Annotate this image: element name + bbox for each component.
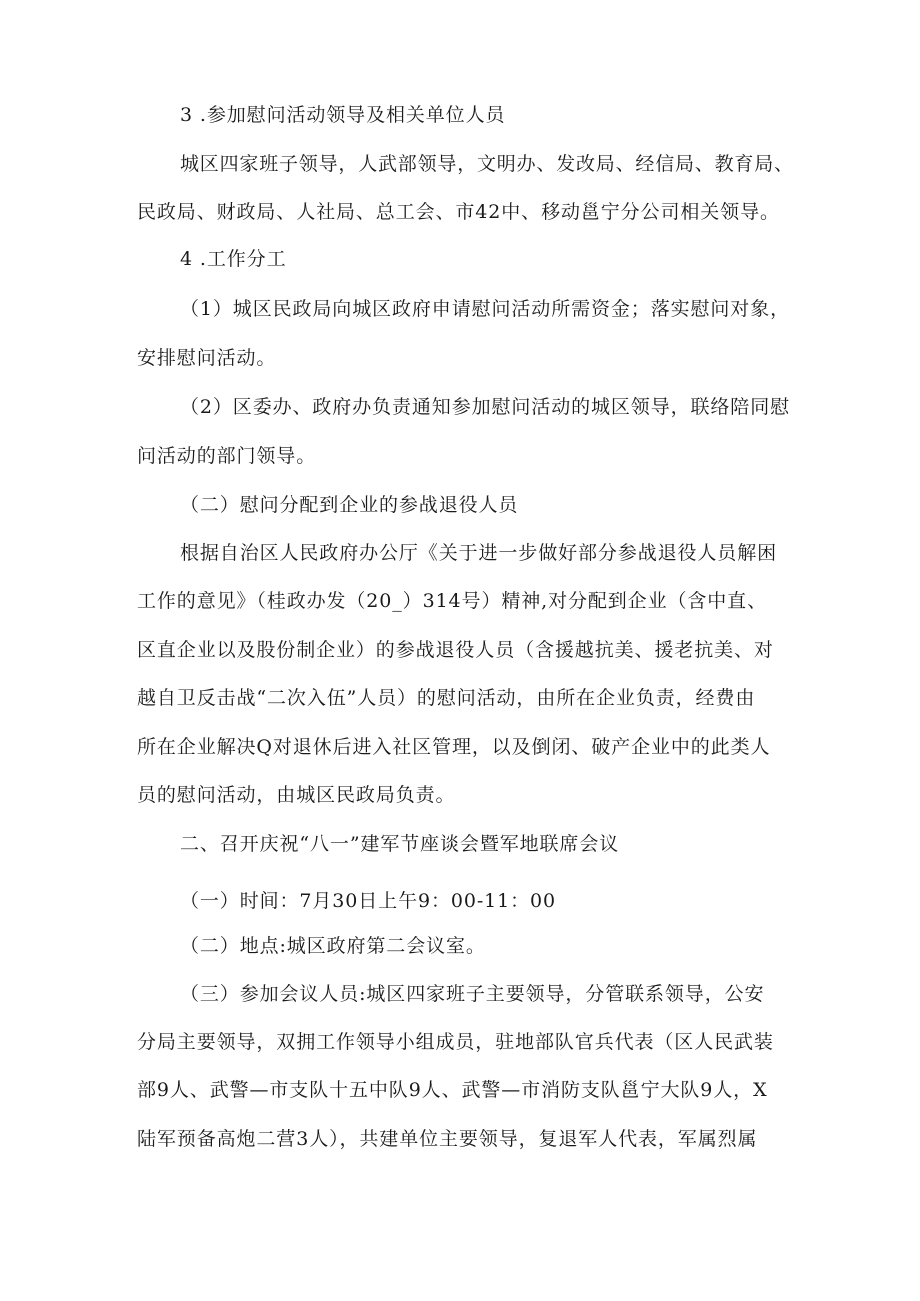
paragraph-line: 区直企业以及股份制企业）的参战退役人员（含援越抗美、援老抗美、对	[137, 639, 774, 661]
section-heading: 4 .工作分工	[180, 248, 287, 270]
paragraph-line: 所在企业解决Q对退休后进入社区管理，以及倒闭、破产企业中的此类人	[137, 736, 771, 758]
paragraph-line: 员的慰问活动，由城区民政局负责。	[137, 784, 456, 806]
section-heading: （二）慰问分配到企业的参战退役人员	[180, 494, 519, 516]
paragraph-line: 部9人、武警—市支队十五中队9人、武警—市消防支队邕宁大队9人，X	[137, 1079, 768, 1101]
paragraph-line: （2）区委办、政府办负责通知参加慰问活动的城区领导，联络陪同慰	[180, 396, 790, 418]
paragraph-line: （三）参加会议人员:城区四家班子主要领导，分管联系领导，公安	[180, 983, 765, 1005]
paragraph-line: （1）城区民政局向城区政府申请慰问活动所需资金；落实慰问对象，	[180, 298, 790, 320]
paragraph-line: 根据自治区人民政府办公厅《关于进一步做好部分参战退役人员解困	[180, 542, 778, 564]
paragraph-line: 城区四家班子领导，人武部领导，文明办、发改局、经信局、教育局、	[180, 153, 794, 175]
paragraph-line: 安排慰问活动。	[137, 347, 277, 369]
paragraph-line: （一）时间：7月30日上午9：00-11：00	[180, 890, 557, 912]
paragraph-line: 越自卫反击战“二次入伍”人员）的慰问活动，由所在企业负责，经费由	[137, 687, 756, 709]
section-heading: 3 .参加慰问活动领导及相关单位人员	[180, 104, 506, 126]
paragraph-line: 工作的意见》（桂政办发（20_）314号）精神,对分配到企业（含中直、	[137, 590, 767, 612]
paragraph-line: （二）地点:城区政府第二会议室。	[180, 935, 486, 957]
paragraph-line: 分局主要领导，双拥工作领导小组成员，驻地部队官兵代表（区人民武装	[137, 1031, 774, 1053]
paragraph-line: 问活动的部门领导。	[137, 445, 317, 467]
section-heading: 二、召开庆祝“八一”建军节座谈会暨军地联席会议	[180, 833, 620, 855]
paragraph-line: 民政局、财政局、人社局、总工会、市42中、移动邕宁分公司相关领导。	[137, 201, 780, 223]
paragraph-line: 陆军预备高炮二营3人），共建单位主要领导，复退军人代表，军属烈属	[137, 1128, 758, 1150]
